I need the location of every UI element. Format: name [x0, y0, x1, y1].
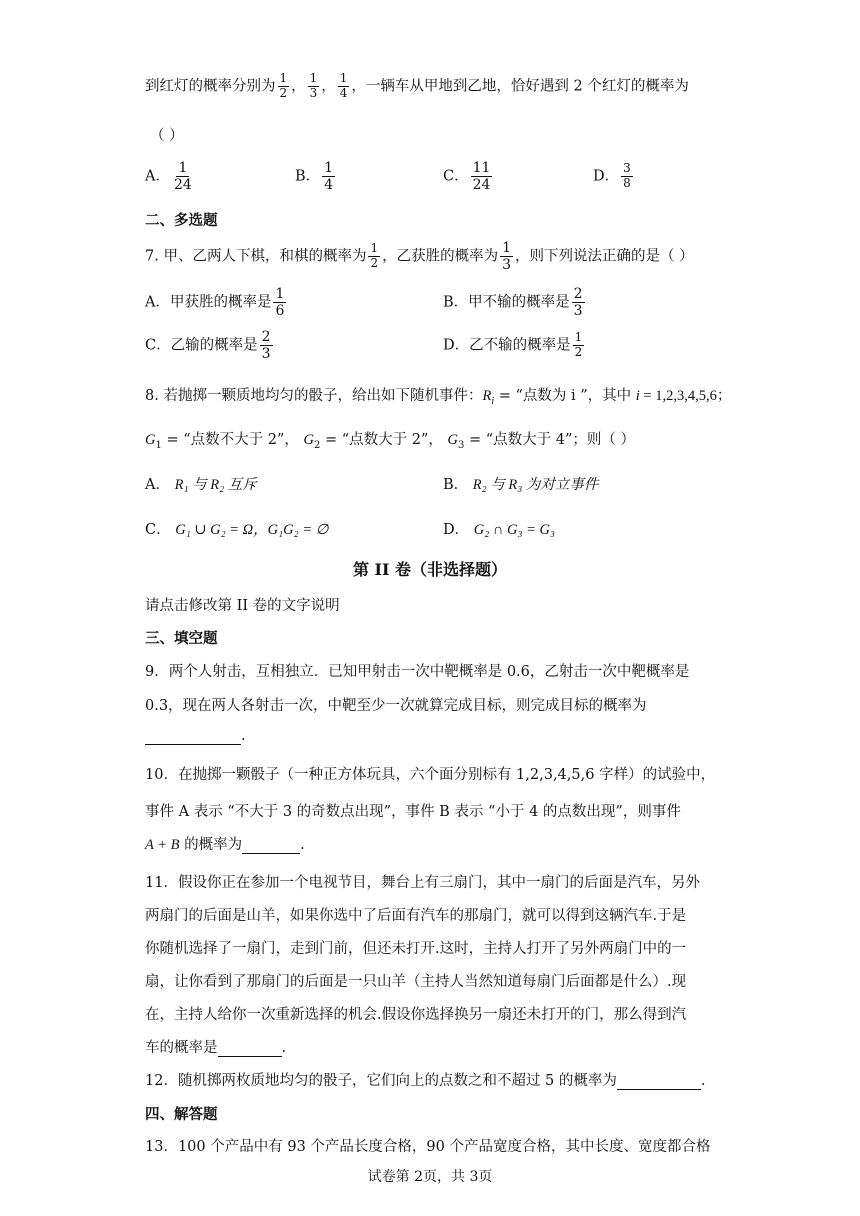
q8-option-a: A． R₁ 与 R₂ 互斥	[145, 477, 257, 493]
q7-option-a: A．甲获胜的概率是 $\frac{1}{6}$	[145, 286, 285, 320]
fraction: $\frac{1}{2}$	[279, 71, 288, 100]
answer-blank[interactable]	[145, 728, 241, 745]
fraction: $\frac{1}{3}$	[309, 71, 318, 100]
q8-option-c: C． G₁ ∪ G₂ = Ω，G₁G₂ = ∅	[145, 522, 329, 538]
q11-line3: 你随机选择了一扇门，走到门前，但还未打开.这时，主持人打开了另外两扇门中的一	[145, 941, 687, 957]
q9-answer-line: .	[145, 728, 246, 745]
q6-option-d: D． $\frac{3}{8}$	[593, 161, 631, 190]
q6-answer-paren: （ ）	[150, 128, 184, 144]
q9-line1: 9．两个人射击，互相独立．已知甲射击一次中靶概率是 0.6，乙射击一次中靶概率是	[145, 664, 690, 680]
q7-option-c: C．乙输的概率是 $\frac{2}{3}$	[145, 329, 271, 363]
q11-line5: 在，主持人给你一次重新选择的机会.假设你选择换另一扇还未打开的门，那么得到汽	[145, 1007, 687, 1023]
volume-title: 第 II 卷（非选择题）	[352, 560, 508, 579]
q11-line4: 扇，让你看到了那扇门的后面是一只山羊（主持人当然知道每扇门后面都是什么）.现	[145, 974, 687, 990]
q6-option-b: B． $\frac{1}{4}$	[295, 160, 334, 194]
answer-blank[interactable]	[617, 1073, 701, 1090]
section-heading-multi: 二、多选题	[145, 212, 218, 229]
q6-text-end: ，一辆车从甲地到乙地，恰好遇到 2 个红灯的概率为	[351, 78, 689, 95]
q13-line1: 13．100 个产品中有 93 个产品长度合格，90 个产品宽度合格，其中长度、宽度都合格	[145, 1139, 711, 1155]
q6-text: 到红灯的概率分别为	[145, 78, 276, 95]
q8-option-b: B． R₂ 与 R₃ 为对立事件	[443, 477, 599, 493]
answer-blank[interactable]	[242, 837, 300, 854]
section-heading-solve: 四、解答题	[145, 1106, 218, 1123]
q6-stem-line: 到红灯的概率分别为 $\frac{1}{2}$ ， $\frac{1}{3}$ ， $\frac{1}{4}$ ，一辆车从甲地到乙地，恰好遇到 2 个红灯的概率为	[145, 71, 689, 100]
q7-stem: 7. 甲、乙两人下棋，和棋的概率为 $\frac{1}{2}$ ，乙获胜的概率为 $\frac{1}{3}$ ，则下列说法正确的是（ ）	[145, 240, 694, 274]
q6-option-a: A． $\frac{1}{24}$	[145, 160, 192, 194]
q7-option-b: B．甲不输的概率是 $\frac{2}{3}$	[443, 286, 583, 320]
q9-line2: 0.3，现在两人各射击一次，中靶至少一次就算完成目标，则完成目标的概率为	[145, 698, 647, 714]
q12-line1: 12．随机掷两枚质地均匀的骰子，它们向上的点数之和不超过 5 的概率为 .	[145, 1073, 706, 1089]
q8-stem-line1: 8. 若抛掷一颗质地均匀的骰子，给出如下随机事件：$R_i$ = “点数为 i ”，其中 i = 1,2,3,4,5,6；	[145, 388, 732, 407]
q11-line2: 两扇门的后面是山羊，如果你选中了后面有汽车的那扇门，就可以得到这辆汽车.于是	[145, 908, 687, 924]
q11-line1: 11．假设你正在参加一个电视节目，舞台上有三扇门，其中一扇门的后面是汽车，另外	[145, 875, 700, 891]
q10-line2: 事件 A 表示 “不大于 3 的奇数点出现”，事件 B 表示 “小于 4 的点数出现”，则事件	[145, 804, 681, 820]
q6-option-c: C． $\frac{11}{24}$	[443, 160, 491, 194]
section-heading-fill: 三、填空题	[145, 630, 218, 647]
q10-expression: A + B	[145, 837, 180, 853]
q8-stem-line2: $G_1$ = “点数不大于 2”， $G_2$ = “点数大于 2”， $G_3$ = “点数大于 4”；则（ ）	[145, 432, 635, 451]
page-footer: 试卷第 2页，共 3页	[367, 1169, 493, 1185]
q7-option-d: D．乙不输的概率是 $\frac{1}{2}$	[443, 330, 583, 359]
q8-option-d: D． G₂ ∩ G₃ = G₃	[443, 522, 556, 538]
answer-blank[interactable]	[218, 1040, 282, 1057]
q10-line3: A + B 的概率为 .	[145, 837, 305, 853]
q10-line1: 10．在抛掷一颗骰子（一种正方体玩具，六个面分别标有 1,2,3,4,5,6 字样）的试验中，	[145, 767, 716, 783]
volume-note: 请点击修改第 II 卷的文字说明	[145, 598, 340, 614]
fraction: $\frac{1}{4}$	[339, 71, 348, 100]
q11-line6: 车的概率是 .	[145, 1040, 287, 1056]
